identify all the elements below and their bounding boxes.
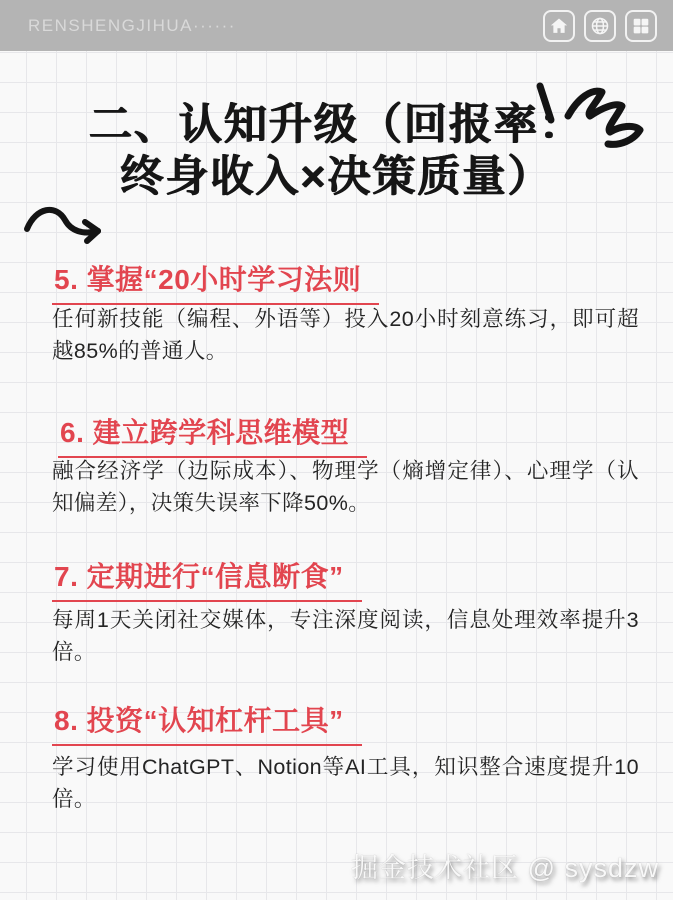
page-title-line1: 二、认知升级（回报率： <box>89 101 584 149</box>
section-8-heading-row <box>52 699 639 746</box>
section-6-body: 融合经济学（边际成本）、物理学（熵增定律）、心理学（认知偏差），决策失误率下降50%。 <box>52 459 639 516</box>
header-title: RENSHENGJIHUA······ <box>28 15 236 35</box>
apps-button[interactable] <box>625 10 657 42</box>
globe-icon <box>590 16 610 36</box>
section-7-heading-row <box>52 555 639 602</box>
page-title-line2: 终身收入×决策质量） <box>120 153 553 202</box>
watermark: 掘金技术社区 @ sysdzw <box>351 853 659 883</box>
section-5-heading-row <box>52 258 639 305</box>
section-8-body: 学习使用ChatGPT、Notion等AI工具，知识整合速度提升10倍。 <box>52 755 639 812</box>
section-7-heading: 7. 定期进行“信息断食” <box>52 555 362 602</box>
home-icon <box>549 16 569 36</box>
section-5-heading: 5. 掌握“20小时学习法则 <box>52 258 379 305</box>
section-6-heading: 6. 建立跨学科思维模型 <box>58 411 367 458</box>
section-8-heading: 8. 投资“认知杠杆工具” <box>52 699 362 746</box>
grid-apps-icon <box>632 17 650 35</box>
section-5-body: 任何新技能（编程、外语等）投入20小时刻意练习，即可超越85%的普通人。 <box>52 307 639 364</box>
header-icon-group <box>543 10 657 42</box>
home-button[interactable] <box>543 10 575 42</box>
globe-button[interactable] <box>584 10 616 42</box>
page-title <box>0 99 673 204</box>
section-6-heading-row <box>58 411 645 458</box>
header-bar <box>0 0 673 51</box>
section-7-body: 每周1天关闭社交媒体，专注深度阅读，信息处理效率提升3倍。 <box>52 608 639 665</box>
